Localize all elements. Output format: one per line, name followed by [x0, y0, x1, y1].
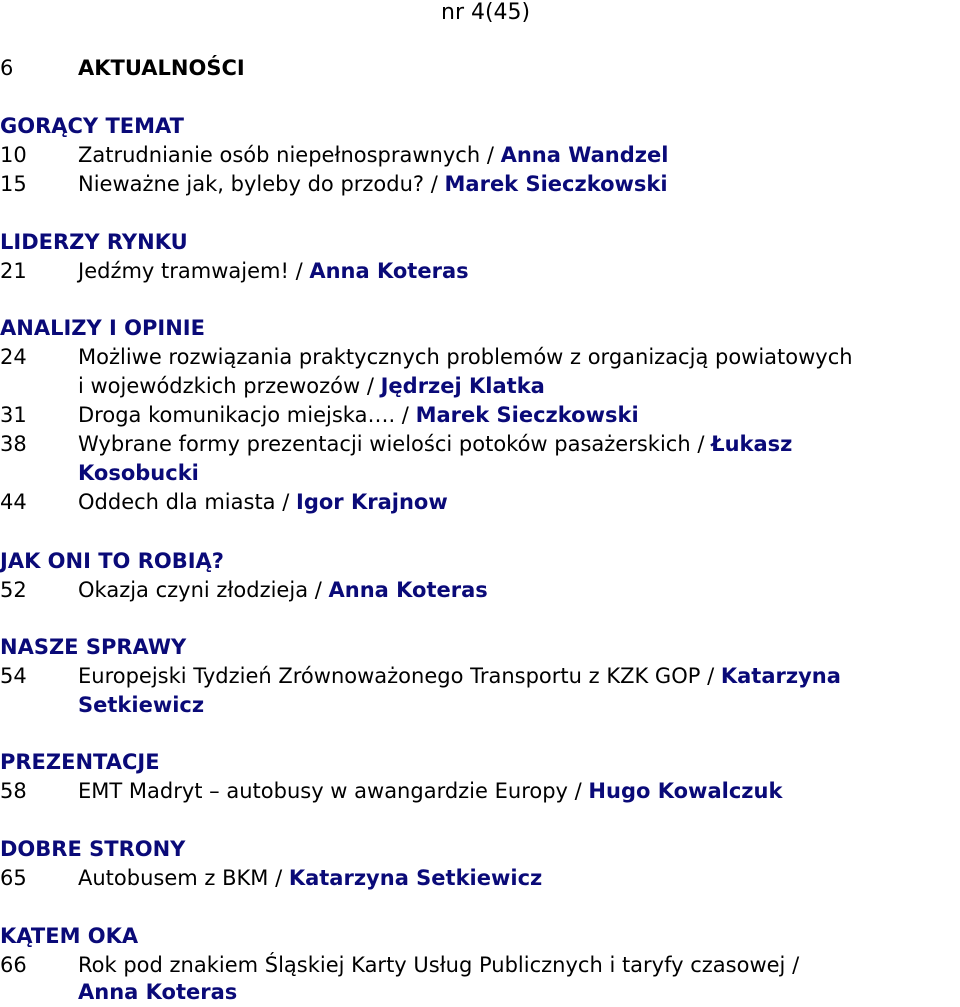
page-number: 10 [0, 143, 27, 167]
separator: / [567, 779, 589, 803]
separator: / [480, 143, 501, 167]
separator: / [690, 432, 712, 456]
separator: / [288, 259, 310, 283]
entry-title: Okazja czyni złodzieja [78, 578, 309, 602]
entry-author: Łukasz [711, 432, 793, 456]
entry-title: Europejski Tydzień Zrównoważonego Transportu z KZK GOP [78, 664, 701, 688]
entry-title: Rok pod znakiem Śląskiej Karty Usług Publicznych i taryfy czasowej [78, 953, 786, 977]
separator: / [785, 953, 800, 977]
entry-title: Jedźmy tramwajem! [78, 259, 289, 283]
issue-number: nr 4(45) [441, 0, 531, 25]
page-number: 38 [0, 432, 27, 456]
entry-title: EMT Madryt – autobusy w awangardzie Europy [78, 779, 568, 803]
entry-author: Anna Koteras [328, 578, 488, 602]
separator: / [395, 403, 416, 427]
section-heading: JAK ONI TO ROBIĄ? [0, 549, 224, 573]
entry-title: i wojewódzkich przewozów [78, 374, 361, 398]
entry-author: Setkiewicz [78, 693, 205, 717]
entry-text [78, 257, 469, 286]
entry-title: Nieważne jak, byleby do przodu? [78, 172, 425, 196]
page-number: 58 [0, 779, 27, 803]
entry-title: Wybrane formy prezentacji wielości potoków pasażerskich [78, 432, 691, 456]
separator: / [360, 374, 381, 398]
page-number: 66 [0, 953, 27, 977]
page-number: 44 [0, 490, 27, 514]
separator: / [275, 490, 296, 514]
entry-title: Droga komunikacjo miejska…. [78, 403, 396, 427]
entry-author: Marek Sieczkowski [444, 172, 668, 196]
entry-author: Kosobucki [78, 461, 199, 485]
entry-title: Oddech dla miasta [78, 490, 276, 514]
entry-text [78, 372, 545, 401]
separator: / [424, 172, 445, 196]
section-heading: KĄTEM OKA [0, 924, 139, 948]
entry-text [78, 170, 668, 199]
entry-title: Zatrudnianie osób niepełnosprawnych [78, 143, 481, 167]
page-number: 54 [0, 664, 27, 688]
entry-text [78, 401, 639, 430]
page-number: 52 [0, 578, 27, 602]
entry-text [78, 777, 782, 806]
section-heading: GORĄCY TEMAT [0, 114, 184, 138]
entry-text [78, 430, 792, 459]
page-number: 24 [0, 345, 27, 369]
entry-author: Anna Koteras [309, 259, 469, 283]
separator: / [700, 664, 721, 688]
page-number: 65 [0, 866, 27, 890]
page-number: 21 [0, 259, 27, 283]
entry-text [78, 576, 488, 605]
entry-author: Hugo Kowalczuk [588, 779, 783, 803]
entry-text [78, 141, 668, 170]
entry-text [78, 951, 799, 980]
section-heading: DOBRE STRONY [0, 837, 186, 861]
separator: / [268, 866, 289, 890]
entry-author: Katarzyna [720, 664, 841, 688]
entry-author: Marek Sieczkowski [415, 403, 639, 427]
entry-author: Anna Wandzel [500, 143, 669, 167]
entry-title: Autobusem z BKM [78, 866, 269, 890]
page-number: 15 [0, 172, 27, 196]
entry-author: Jędrzej Klatka [380, 374, 545, 398]
entry-title: Możliwe rozwiązania praktycznych problemów z organizacją powiatowych [78, 345, 853, 369]
entry-text [78, 864, 542, 893]
entry-author: Katarzyna Setkiewicz [288, 866, 543, 890]
section-heading: ANALIZY I OPINIE [0, 316, 205, 340]
entry-author: Igor Krajnow [296, 490, 448, 514]
separator: / [308, 578, 329, 602]
section-heading: PREZENTACJE [0, 750, 160, 774]
section-heading: LIDERZY RYNKU [0, 230, 188, 254]
entry-text [78, 488, 448, 517]
entry-author: Anna Koteras [78, 980, 238, 1004]
section-heading: NASZE SPRAWY [0, 635, 187, 659]
page-number: 31 [0, 403, 27, 427]
entry-title: AKTUALNOŚCI [78, 56, 245, 80]
entry-text [78, 662, 841, 691]
page-number: 6 [0, 56, 14, 80]
